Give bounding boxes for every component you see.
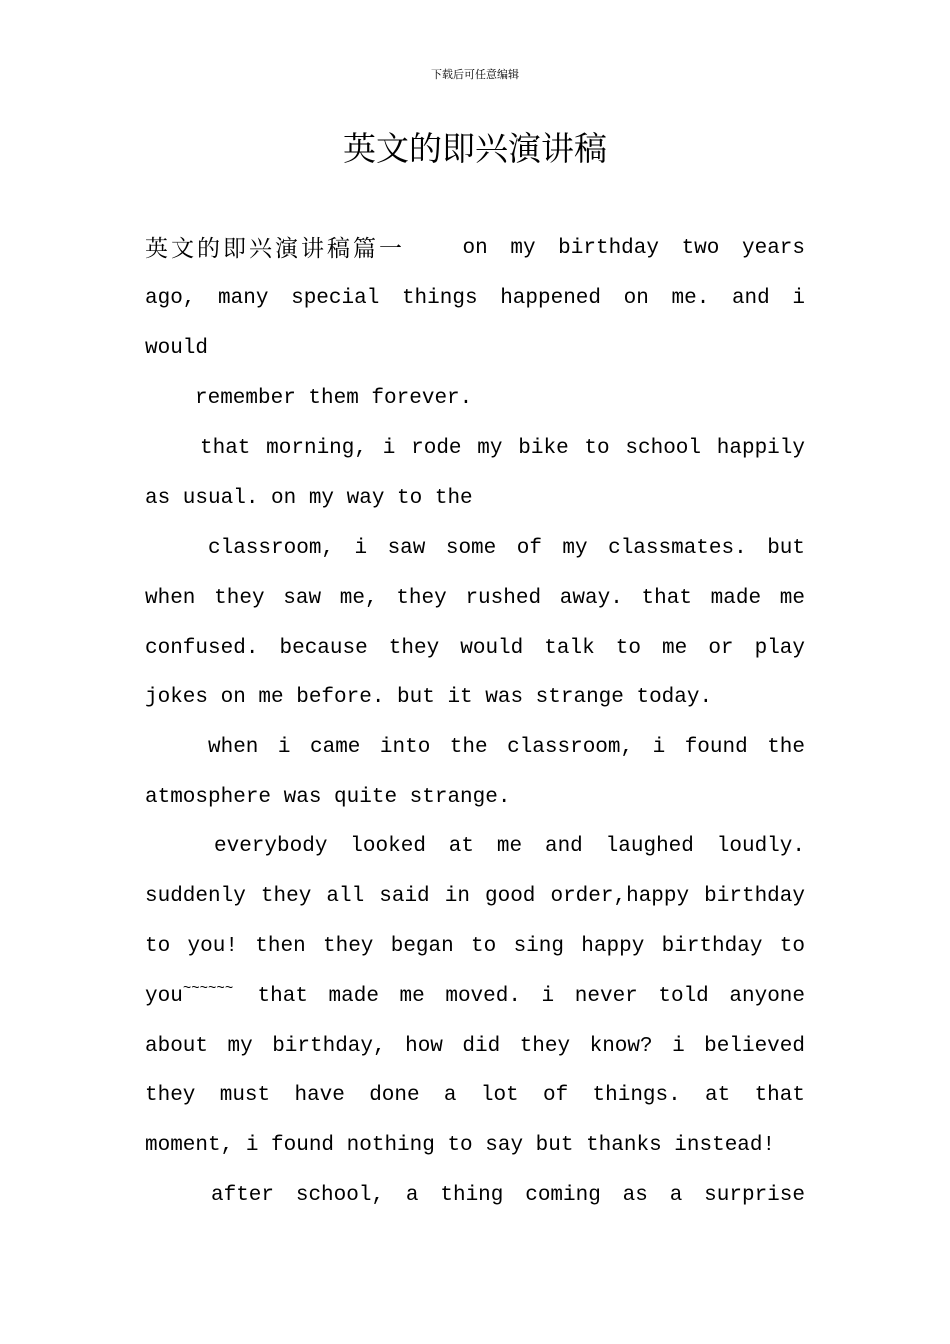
paragraph-line: confused. because they would talk to me or play — [145, 637, 805, 660]
paragraph-line: would — [145, 337, 209, 360]
paragraph-line — [145, 224, 805, 274]
paragraph-line: atmosphere was quite strange. — [145, 786, 511, 809]
paragraph-line: when they saw me, they rushed away. that made me — [145, 587, 805, 610]
paragraph-line: about my birthday, how did they know? i believed — [145, 1035, 805, 1058]
section-label: 英文的即兴演讲稿篇一 — [145, 236, 405, 262]
paragraph-line: ago, many special things happened on me. and i — [145, 287, 805, 310]
paragraph-line: after school, a thing coming as a surprise — [211, 1184, 805, 1207]
paragraph-line: that morning, i rode my bike to school happily — [200, 437, 805, 460]
paragraph-line: suddenly they all said in good order,happy birthday — [145, 885, 805, 908]
line-text: that made me moved. i never told anyone — [257, 985, 805, 1008]
paragraph-line: classroom, i saw some of my classmates. but — [208, 537, 805, 560]
line-text: on my birthday two years — [462, 237, 805, 260]
paragraph-line: remember them forever. — [195, 387, 473, 410]
paragraph-line: they must have done a lot of things. at that — [145, 1084, 805, 1107]
paragraph-line: as usual. on my way to the — [145, 487, 473, 510]
paragraph-line: moment, i found nothing to say but thanks instead! — [145, 1134, 776, 1157]
line-text-start: you~~~~~~ — [145, 981, 234, 1008]
tilde-mark: ~~~~~~ — [182, 981, 234, 997]
paragraph-line: to you! then they began to sing happy birthday to — [145, 935, 805, 958]
paragraph-line: jokes on me before. but it was strange today. — [145, 686, 713, 709]
page-header-note: 下载后可任意编辑 — [431, 68, 519, 81]
document-title: 英文的即兴演讲稿 — [343, 129, 607, 168]
paragraph-line: when i came into the classroom, i found the — [208, 736, 805, 759]
paragraph-line: everybody looked at me and laughed loudly. — [214, 835, 805, 858]
paragraph-line — [145, 972, 805, 1022]
